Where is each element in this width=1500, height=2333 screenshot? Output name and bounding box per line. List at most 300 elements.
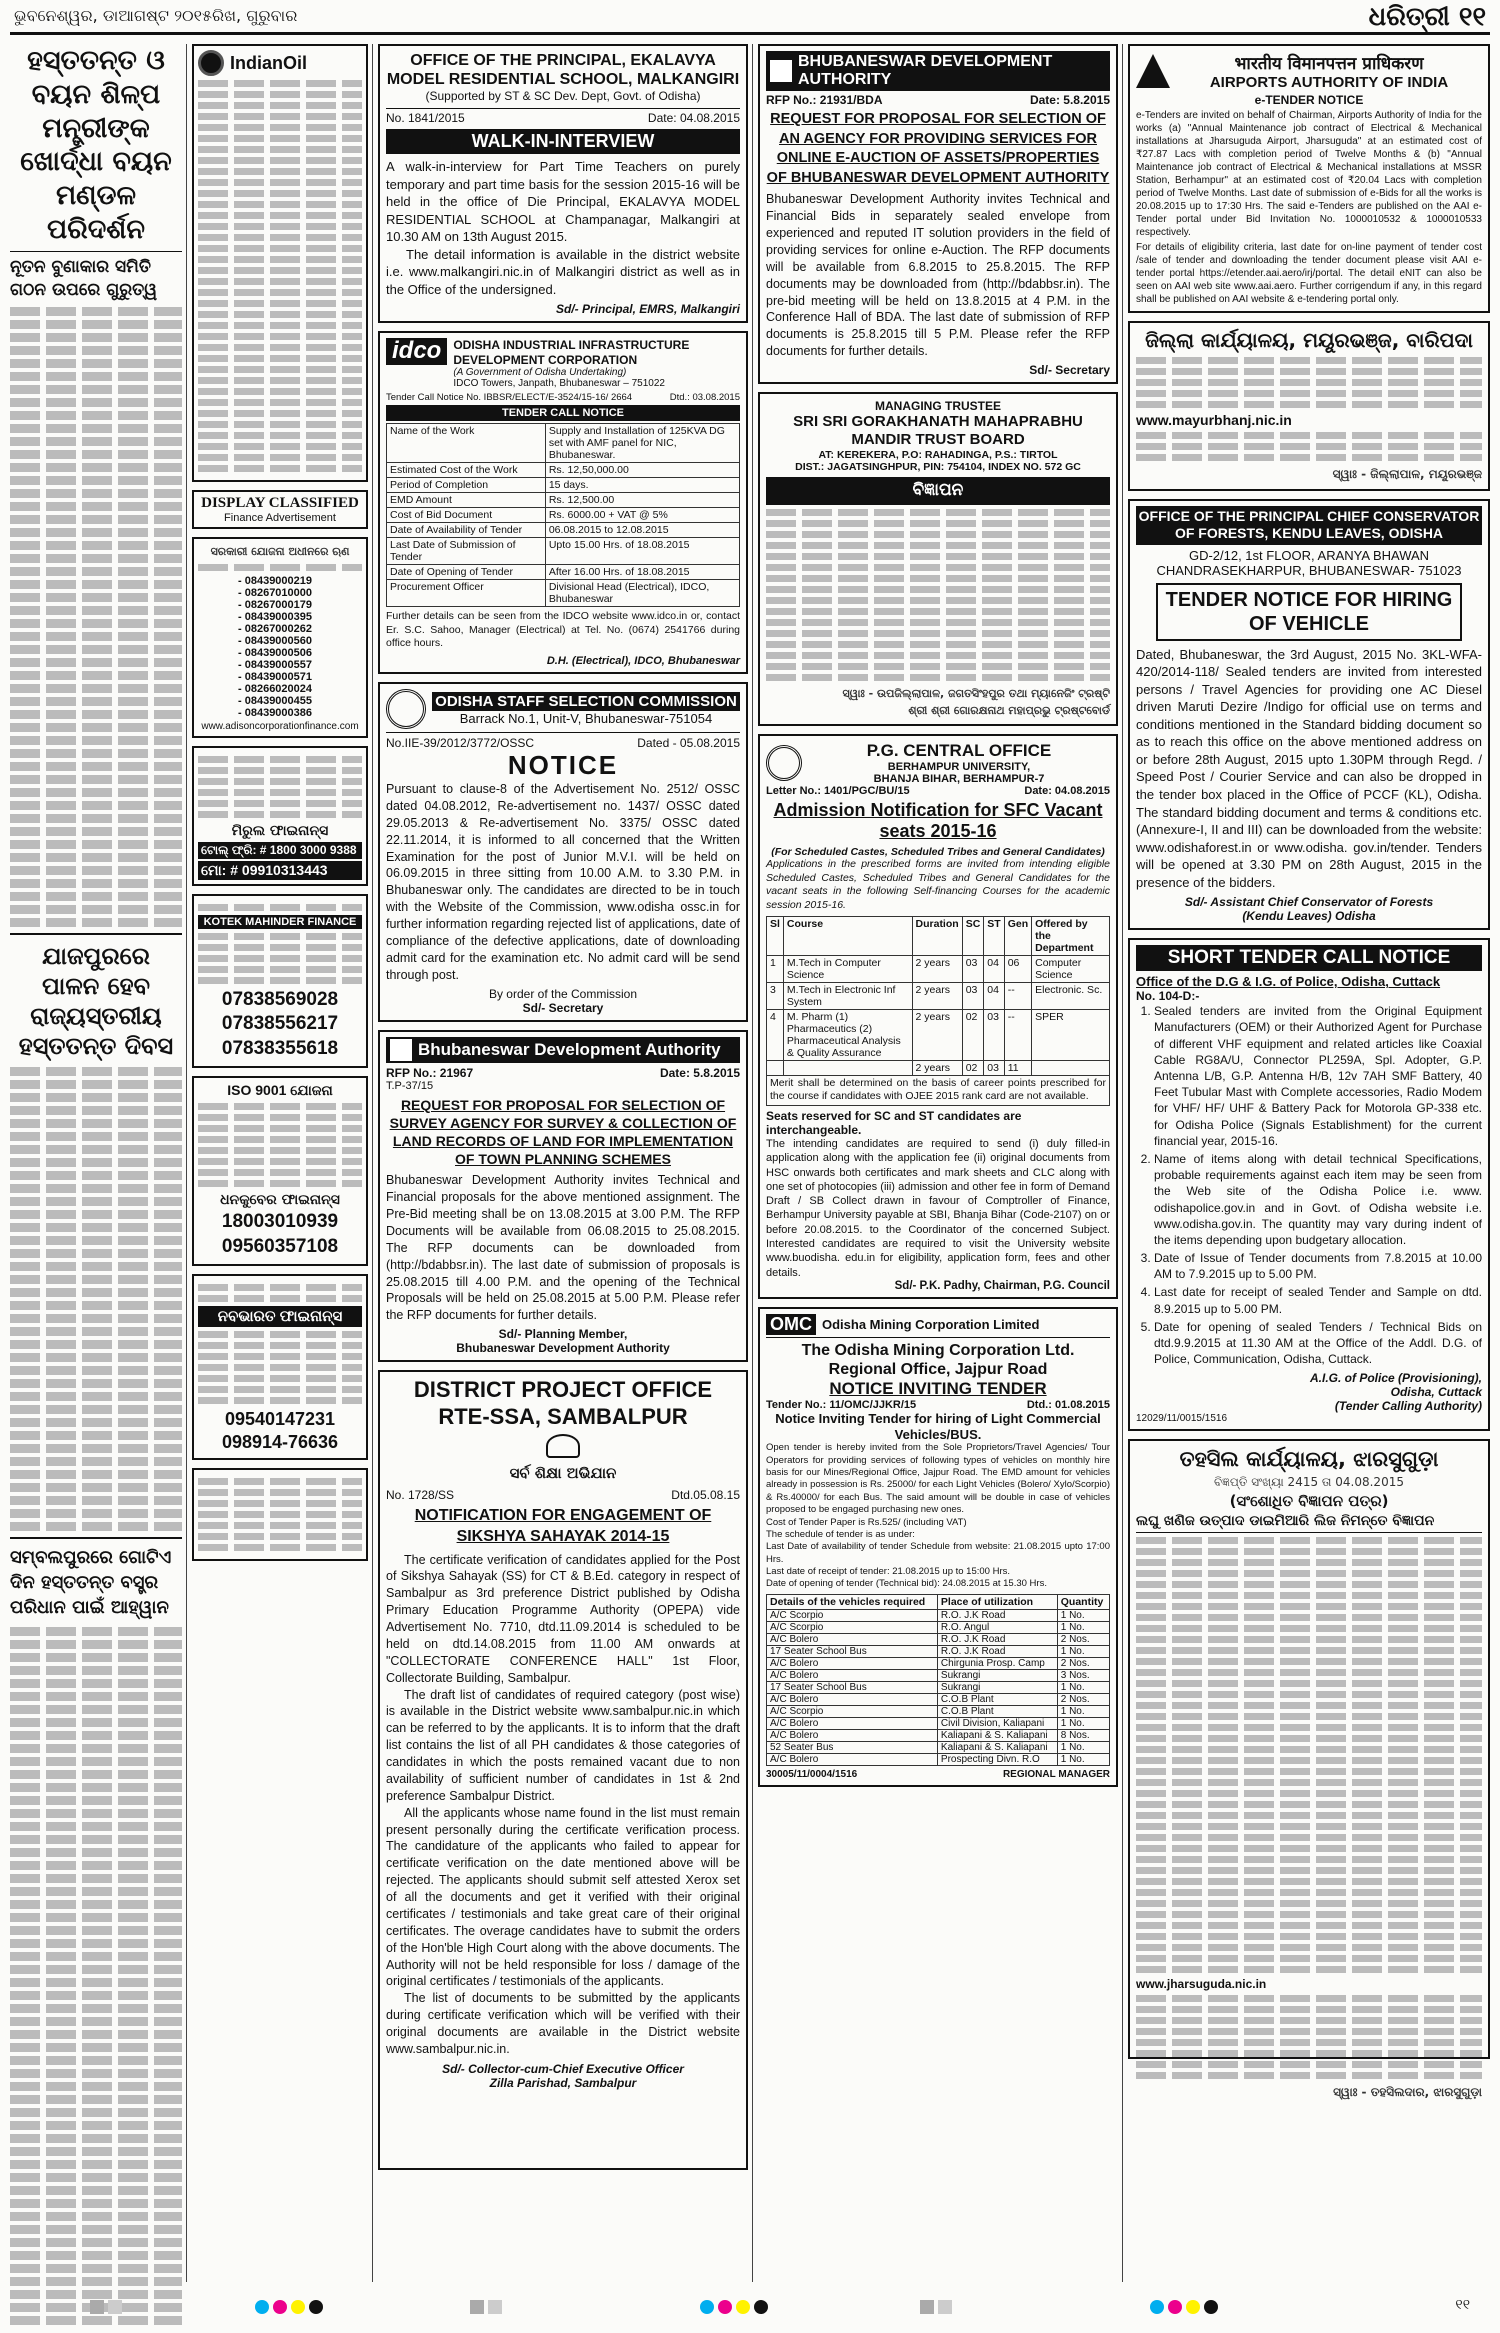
idco-address: IDCO Towers, Janpath, Bhubaneswar – 751022 bbox=[453, 378, 665, 390]
pg-table-header: Offered by the Department bbox=[1032, 916, 1110, 955]
omc-table-cell: 1 No. bbox=[1057, 1681, 1109, 1693]
mirul-mobile: ମୋ: # 09910313443 bbox=[198, 861, 362, 880]
pg-subtitle-2: BHANJA BIHAR, BERHAMPUR-7 bbox=[873, 772, 1045, 785]
police-items bbox=[1136, 1003, 1482, 1367]
police-item: 2. Name of items along with detail technical Specifications, probable requirements against each item may be seen from the Web site of the Odisha Police i.e. www. odishapolice.gov.in and in Govt. of Odisha website i.e. www.odisha.gov.in. The quantity may vary during indent of the items depending upon budgetary allocation. bbox=[1154, 1151, 1482, 1248]
idco-table-row bbox=[387, 478, 740, 493]
mayurbhanj-website[interactable]: www.mayurbhanj.nic.in bbox=[1136, 412, 1292, 428]
pg-table-cell: 11 bbox=[1004, 1060, 1031, 1075]
pg-table-header: Gen bbox=[1004, 916, 1031, 955]
mayurbhanj-title: ଜିଲ୍ଲା କାର୍ଯ୍ୟାଳୟ, ମୟୂରଭଞ୍ଜ, ବାରିପଦା bbox=[1145, 328, 1473, 352]
pg-table-cell bbox=[783, 1060, 912, 1075]
nabhabharat-title: ନବଭାରତ ଫାଇନାନ୍ସ bbox=[198, 1306, 362, 1327]
idco-table-row bbox=[387, 538, 740, 565]
omc-table-row bbox=[767, 1633, 1110, 1645]
temple-title: SRI SRI GORAKHANATH MAHAPRABHU MANDIR TRUST BOARD bbox=[793, 413, 1083, 448]
ossc-title: ODISHA STAFF SELECTION COMMISSION bbox=[432, 692, 740, 711]
forest-body: Dated, Bhubaneswar, the 3rd August, 2015 No. 3KL-WFA-420/2014-118/ Sealed tenders are invited from interested persons / Travel Agencies for providing one AC Diesel driven Maruti Dezire /Indigo for official use on terms and conditions mentioned in the Standard bidding document so as to reach this office on the above mentioned address on or before 28th August, 2015 upto 1.30PM through Regd. / Speed Post / Courier Service and can also be dropped in the tender box placed in the Office of PCCF (KL), Odisha. The standard bidding document and terms & conditions etc. (Annexure-I, II and III) can be downloaded from the website: www.odishaforest.in or www.odisha. gov.in/tender. Tenders will be opened at 3.30 PM on 28th August, 2015 in the presence of the bidders. bbox=[1136, 646, 1482, 890]
omc-table-cell: 1 No. bbox=[1057, 1753, 1109, 1765]
adison-phone: - 08439000571 bbox=[238, 671, 313, 684]
pg-heading: Admission Notification for SFC Vacant seats 2015-16 bbox=[773, 799, 1103, 842]
rtessa-para-1: The certificate verification of candidates applied for the Post of Sikshya Sahayak (SS) for CT & B.Ed. category in respect of Sambalpur as 3rd preference District published by Odisha Primary Education Programme Authority (OPEPA) vide Advertisement No. 7710, dtd.11.09.2014 is scheduled to be held on dtd.14.08.2015 from 11.00 AM onwards at "COLLECTORATE CONFERENCE HALL" 1st Floor, Collectorate Building, Sambalpur. bbox=[386, 1552, 740, 1685]
omc-table-cell: A/C Bolero bbox=[767, 1633, 938, 1645]
bda2-body: Bhubaneswar Development Authority invites Technical and Financial proposals for the above mentioned assignment. The Pre-Bid meeting shall be on 13.08.2015 at 3.00 P.M. The RFP Documents will be available from 06.08.2015 to 25.08.2015. The RFP documents can be downloaded from (http://bdabbsr.in). The last date of submission of proposals is 25.08.2015 till 4.00 P.M. and the opening of the Technical Proposals will be held on 25.08.2015 at 5.00 P.M. Please refer the RFP documents for further details. bbox=[386, 1173, 740, 1323]
ssa-emblem-icon bbox=[546, 1434, 580, 1458]
bda1-signature: Sd/- Secretary bbox=[1029, 363, 1110, 377]
omc-table-cell: 17 Seater School Bus bbox=[767, 1645, 938, 1657]
tahsil-signature: ସ୍ୱାଃ - ତହସିଲଦାର, ଝାରସୁଗୁଡ଼ା bbox=[1333, 2084, 1482, 2099]
omc-table-cell: A/C Bolero bbox=[767, 1717, 938, 1729]
temple-address-1: AT: KEREKERA, P.O: RAHADINGA, P.S.: TIRTOL bbox=[818, 449, 1058, 461]
police-ref: 12029/11/0015/1516 bbox=[1136, 1413, 1228, 1425]
column-rule bbox=[1122, 44, 1123, 2282]
bda-logo-icon bbox=[770, 60, 792, 82]
tahsil-website[interactable]: www.jharsuguda.nic.in bbox=[1136, 1976, 1267, 1991]
bda1-title: BHUBANESWAR DEVELOPMENT AUTHORITY bbox=[798, 53, 1053, 88]
police-signature-1: A.I.G. of Police (Provisioning), bbox=[1309, 1371, 1482, 1386]
police-title: SHORT TENDER CALL NOTICE bbox=[1136, 945, 1482, 971]
pg-table-cell: Electronic. Sc. bbox=[1032, 982, 1110, 1009]
police-short-tender-notice bbox=[1128, 938, 1490, 1431]
pg-table-cell bbox=[767, 1060, 784, 1075]
pg-table-cell: 03 bbox=[962, 982, 984, 1009]
kotak-title: KOTEK MAHINDER FINANCE bbox=[198, 915, 362, 929]
print-registration-strip bbox=[0, 2292, 1500, 2328]
pg-table-cell: 2 years bbox=[912, 1060, 962, 1075]
ossc-notice-heading: NOTICE bbox=[507, 750, 619, 781]
idco-table-row bbox=[387, 463, 740, 478]
pg-table-cell: 03 bbox=[962, 955, 984, 982]
omc-table-row bbox=[767, 1729, 1110, 1741]
omc-table-row bbox=[767, 1705, 1110, 1717]
adison-phone: - 08266020024 bbox=[238, 683, 313, 696]
aai-band: e-TENDER NOTICE bbox=[1254, 93, 1364, 107]
idco-table-cell: Procurement Officer bbox=[387, 580, 546, 607]
pg-table-row bbox=[767, 982, 1110, 1009]
omc-table-cell: R.O. J.K Road bbox=[937, 1633, 1057, 1645]
omc-ref: 30005/11/0004/1516 bbox=[766, 1768, 858, 1780]
idco-table-cell: Estimated Cost of the Work bbox=[387, 463, 546, 478]
indianoil-logo-icon bbox=[198, 50, 224, 76]
police-signature-2: Odisha, Cuttack bbox=[1390, 1385, 1482, 1400]
idco-table-cell: Rs. 12,50,000.00 bbox=[545, 463, 739, 478]
idco-table-cell: Divisional Head (Electrical), IDCO, Bhubaneswar bbox=[545, 580, 739, 607]
omc-table-cell: A/C Scorpio bbox=[767, 1609, 938, 1621]
pg-table-cell: -- bbox=[1004, 1009, 1031, 1060]
pg-table-cell bbox=[1032, 1060, 1110, 1075]
rtessa-para-4: The list of documents to be submitted by the applicants during certificate verification which will be verified with their original documents are available in the District website www.sambalpur.nic.in. bbox=[386, 1991, 740, 2056]
dhanakuber-title: ଧନକୁବେର ଫାଇନାନ୍ସ bbox=[220, 1191, 340, 1208]
pg-merit-note: Merit shall be determined on the basis of career points prescribed for the course if candidates with OJEE 2015 rank card are not available. bbox=[766, 1076, 1110, 1106]
tahsil-jharsuguda-notice bbox=[1128, 1439, 1490, 2099]
omc-table-cell: 1 No. bbox=[1057, 1621, 1109, 1633]
idco-details-table bbox=[386, 423, 740, 607]
police-number: No. 104-D:- bbox=[1136, 989, 1200, 1004]
nabhabharat-phone-1: 09540147231 bbox=[224, 1408, 336, 1429]
pg-signature: Sd/- P.K. Padhy, Chairman, P.G. Council bbox=[894, 1279, 1110, 1292]
omc-table-cell: Chirgunia Prosp. Camp bbox=[937, 1657, 1057, 1669]
omc-band: NOTICE INVITING TENDER bbox=[829, 1379, 1047, 1399]
idco-subtitle: (A Government of Odisha Undertaking) bbox=[453, 367, 627, 379]
idco-table-cell: Date of Availability of Tender bbox=[387, 523, 546, 538]
pg-subtitle-1: BERHAMPUR UNIVERSITY, bbox=[887, 760, 1031, 773]
omc-table-cell: Prospecting Divn. R.O bbox=[937, 1753, 1057, 1765]
omc-table-cell: 1 No. bbox=[1057, 1609, 1109, 1621]
omc-table-cell: A/C Scorpio bbox=[767, 1621, 938, 1633]
omc-signature: REGIONAL MANAGER bbox=[1002, 1768, 1110, 1780]
police-office: Office of the D.G & I.G. of Police, Odisha, Cuttack bbox=[1136, 974, 1441, 990]
idco-tcn: Tender Call Notice No. IBBSR/ELECT/E-3524/15-16/ 2664 bbox=[386, 392, 633, 404]
page-footer-folio: ୧୧ bbox=[1455, 2296, 1470, 2312]
omc-table-row bbox=[767, 1645, 1110, 1657]
mirul-tollfree: ଟୋଲ୍ ଫ୍ରି: # 1800 3000 9388 bbox=[198, 842, 362, 859]
forest-title: OFFICE OF THE PRINCIPAL CHIEF CONSERVATOR OF FORESTS, KENDU LEAVES, ODISHA bbox=[1136, 506, 1482, 545]
omc-table-row bbox=[767, 1657, 1110, 1669]
column-rule bbox=[372, 44, 373, 2282]
omc-table-row bbox=[767, 1609, 1110, 1621]
indianoil-wordmark: IndianOil bbox=[230, 52, 308, 73]
omc-table-cell: Kaliapani & S. Kaliapani bbox=[937, 1729, 1057, 1741]
omc-schedule-line: The schedule of tender is as under: bbox=[766, 1528, 915, 1540]
omc-table-cell: C.O.B Plant bbox=[937, 1705, 1057, 1717]
pg-table-cell: 03 bbox=[984, 1009, 1004, 1060]
pg-table-cell: M. Pharm (1) Pharmaceutics (2) Pharmaceutical Analysis & Quality Assurance bbox=[783, 1009, 912, 1060]
notices-column-c bbox=[1128, 44, 1490, 2282]
adison-finance-ad bbox=[192, 537, 368, 738]
aai-title: AIRPORTS AUTHORITY OF INDIA bbox=[1209, 74, 1449, 91]
omc-table-cell: 8 Nos. bbox=[1057, 1729, 1109, 1741]
bda1-rfp: RFP No.: 21931/BDA bbox=[766, 93, 883, 107]
aai-hindi-title: भारतीय विमानपत्तन प्राधिकरण bbox=[1234, 54, 1424, 74]
dhanakuber-phone-2: 09560357108 bbox=[221, 1235, 339, 1257]
color-dots-3 bbox=[1150, 2300, 1222, 2319]
omc-schedule-line: Cost of Tender Paper is Rs.525/ (including VAT) bbox=[766, 1516, 967, 1528]
aai-footer: For details of eligibility criteria, last date for on-line payment of tender cost /sale of tender and downloading the tender document please visit AAI e-tender portal https://etender.aai.aero/irj/portal. The detail eNIT can also be seen on AAI web site www.aai.aero. Further corrigendum if any, in this regard shall be published on AAI website & e-tendering portal only. bbox=[1136, 242, 1482, 305]
column-rule bbox=[186, 44, 187, 2282]
omc-table-cell: 1 No. bbox=[1057, 1717, 1109, 1729]
ekalavya-supported: (Supported by ST & SC Dev. Dept, Govt. of Odisha) bbox=[425, 89, 701, 104]
tahsil-body bbox=[1136, 1537, 1482, 1973]
temple-body bbox=[766, 509, 1110, 681]
bda2-signature-2: Bhubaneswar Development Authority bbox=[456, 1341, 670, 1356]
mirul-title: ମିରୁଲ ଫାଇନାନ୍ସ bbox=[231, 823, 329, 840]
column-rule bbox=[752, 44, 753, 2282]
classifieds-column bbox=[192, 44, 368, 2282]
idco-table-row bbox=[387, 493, 740, 508]
small-classified-ad bbox=[192, 1468, 368, 1561]
idco-tender-notice bbox=[378, 331, 748, 674]
idco-table-cell: Supply and Installation of 125KVA DG set with AMF panel for NIC, Bhubaneswar. bbox=[545, 424, 739, 463]
ossc-address: Barrack No.1, Unit-V, Bhubaneswar-751054 bbox=[459, 711, 713, 727]
page-masthead-folio: ଧରିତ୍ରୀ ୧୧ bbox=[1368, 2, 1486, 32]
pg-table-cell: 02 bbox=[962, 1060, 984, 1075]
idco-table-row bbox=[387, 580, 740, 607]
omc-schedule-line: Last date of receipt of tender: 21.08.2015 up to 15:00 Hrs. bbox=[766, 1565, 1010, 1577]
temple-band: ବିଜ୍ଞାପନ bbox=[766, 477, 1110, 505]
ossc-order: By order of the Commission bbox=[488, 986, 638, 1001]
omc-table-row bbox=[767, 1669, 1110, 1681]
pg-table-header: Duration bbox=[912, 916, 962, 955]
rtessa-date: Dtd.05.08.15 bbox=[671, 1487, 740, 1502]
adison-website[interactable]: www.adisoncorporationfinance.com bbox=[201, 721, 359, 733]
kotak-finance-ad bbox=[192, 894, 368, 1068]
pg-letter: Letter No.: 1401/PGC/BU/15 bbox=[766, 784, 910, 797]
story-body-2 bbox=[10, 1067, 182, 1531]
rtessa-para-3: All the applicants whose name found in the list must remain present personally during the certificate verification process. The candidature of the applicants who failed to appear for certificate verification on the date mentioned above will be rejected. The applicants should submit self attested Xerox set of all the documents and get it verified with their original certificates / testimonials and take great care of their original certificates. The overage candidates have to submit the orders of the Hon'ble High Court along with the above documents. The Authority will not be held responsible for loss / damage of the original certificates / testimonials of the applicants. bbox=[386, 1805, 740, 1989]
mayurbhanj-signature: ସ୍ୱାଃ - ଜିଲ୍ଲାପାଳ, ମୟୂରଭଞ୍ଜ bbox=[1332, 467, 1482, 481]
omc-table-cell: Kaliapani & S. Kaliapani bbox=[937, 1741, 1057, 1753]
rtessa-heading: NOTIFICATION FOR ENGAGEMENT OF SIKSHYA SAHAYAK 2014-15 bbox=[414, 1506, 712, 1545]
story-body-1 bbox=[10, 307, 182, 927]
police-item: 1. Sealed tenders are invited from the Original Equipment Manufacturers (OEM) or their Authorized Agent for Purchase of different VHF equipment and related articles like Coaxial Cable RG8A/U, Connector PL259A, Spl. Adopter, G.P. Antenna L/B, G.P. Antenna H/B, 12v 7AH SMF Battery, 40 Feet Tubular Mast with Complete accessories, Radio Modem for VHF/ HF/ UHF & Battery Pack for Motorola GP-338 etc. for Odisha Police (Signals Establishment) for the current financial year, 2015-16. bbox=[1154, 1003, 1482, 1149]
aai-logo-icon bbox=[1136, 54, 1170, 88]
omc-table-cell: A/C Bolero bbox=[767, 1693, 938, 1705]
mirul-finance-ad bbox=[192, 746, 368, 886]
rtessa-number: No. 1728/SS bbox=[386, 1487, 455, 1502]
headline-handloom-minister: ହସ୍ତତନ୍ତ ଓ ବୟନ ଶିଳ୍ପ ମନ୍ତ୍ରୀଙ୍କ ଖୋର୍ଦ୍ଧା ବୟନ ମଣ୍ଡଳ ପରିଦର୍ଶନ bbox=[20, 45, 172, 245]
omc-tender-notice bbox=[758, 1307, 1118, 1787]
adison-phone: - 08439000560 bbox=[238, 635, 313, 648]
police-item: 5. Date for opening of sealed Tenders / Technical Bids on dtd.9.9.2015 at 11.30 AM at the Office of the Addl. D.G. of Police, Communication, Odisha, Cuttack. bbox=[1154, 1319, 1482, 1368]
bda1-body: Bhubaneswar Development Authority invites Technical and Financial Bids in separately sealed envelope from experienced and reputed IT solution providers in the field of providing services for online e-Auction. The RFP documents will be available from 6.8.2015 to 25.8.2015. The RFP documents may be downloaded from (http://bdabbsr.in). The pre-bid meeting will be held on 13.8.2015 at 4 P.M. in the Conference Hall of BDA. The last date of submission of RFP documents is 25.8.2015 till 5 P.M. Please refer the RFP documents for further details. bbox=[766, 192, 1110, 359]
omc-table-cell: R.O. Angul bbox=[937, 1621, 1057, 1633]
ekalavya-band: WALK-IN-INTERVIEW bbox=[386, 129, 740, 154]
omc-heading: Notice Inviting Tender for hiring of Light Commercial Vehicles/BUS. bbox=[775, 1411, 1101, 1442]
headline-sambalpur-handloom-dress: ସମ୍ବଲପୁରରେ ଗୋଟିଏ ଦିନ ହସ୍ତତନ୍ତ ବସ୍ତ୍ର ପରିଧାନ ପାଇଁ ଆହ୍ୱାନ bbox=[10, 1547, 172, 1619]
adison-phone: - 08439000386 bbox=[238, 707, 313, 720]
adison-phone: - 08439000219 bbox=[238, 575, 313, 588]
iso-finance-ad bbox=[192, 1076, 368, 1266]
idco-table-cell: Name of the Work bbox=[387, 424, 546, 463]
omc-table-header: Place of utilization bbox=[937, 1594, 1057, 1609]
header-rule bbox=[10, 32, 1490, 35]
bda-eauction-rfp-notice bbox=[758, 44, 1118, 384]
omc-table-cell: 52 Seater Bus bbox=[767, 1741, 938, 1753]
gorakhanath-trust-notice bbox=[758, 392, 1118, 726]
ekalavya-date: Date: 04.08.2015 bbox=[647, 110, 740, 125]
nabhabharat-phones bbox=[198, 1408, 362, 1455]
adison-phone-list bbox=[198, 575, 362, 719]
tahsil-subtitle: (ସଂଶୋଧିତ ବିଜ୍ଞାପନ ପତ୍ର) bbox=[1229, 1492, 1389, 1511]
omc-logo: OMC bbox=[766, 1314, 816, 1335]
nabhabharat-phone-2: 098914-76636 bbox=[221, 1432, 339, 1453]
news-column bbox=[10, 44, 182, 2282]
ekalavya-signature: Sd/- Principal, EMRS, Malkangiri bbox=[555, 302, 740, 317]
dhanakuber-phones bbox=[198, 1210, 362, 1259]
pg-table-row bbox=[767, 955, 1110, 982]
rte-ssa-notice bbox=[378, 1370, 748, 2170]
ossc-notice bbox=[378, 682, 748, 1022]
pg-table-cell: 2 years bbox=[912, 1009, 962, 1060]
adison-phone: - 08267000262 bbox=[238, 623, 313, 636]
ekalavya-walk-in-notice bbox=[378, 44, 748, 323]
mayurbhanj-body bbox=[1136, 357, 1482, 408]
omc-table-row bbox=[767, 1741, 1110, 1753]
pg-date: Date: 04.08.2015 bbox=[1024, 784, 1110, 797]
ssa-logo-text: ସର୍ବ ଶିକ୍ଷା ଅଭିଯାନ bbox=[509, 1463, 617, 1482]
finance-advertisement-label: Finance Advertisement bbox=[224, 512, 336, 524]
police-item: 4. Last date for receipt of sealed Tender and Sample on dtd. 8.9.2015 up to 5.00 PM. bbox=[1154, 1284, 1482, 1316]
subheadline-weavers: ନୂତନ ବୁଣାକାର ସମିତି ଗଠନ ଉପରେ ଗୁରୁତ୍ୱ bbox=[10, 256, 158, 301]
registration-marks-right bbox=[920, 2300, 956, 2319]
pg-for: (For Scheduled Castes, Scheduled Tribes and General Candidates) bbox=[771, 846, 1105, 859]
omc-table-row bbox=[767, 1621, 1110, 1633]
pg-body: The intending candidates are required to send (i) duly filled-in application along with the application fee (ii) original documents from HSC onwards both certificates and mark sheets and CLC along with one set of photocopies (iii) admission and other fee in form of Demand Draft / SB Collect drawn in favour of Comptroller of Finance, Berhampur University payable at SBI, Bhanja Bihar (Code-2107) on or before 20.08.2015. to the Coordinator of the concerned Subject. Interested candidates are required to visit the University website www.buodisha. edu.in for eligibility, application form, fees and other details. bbox=[766, 1137, 1110, 1279]
pg-table-cell: 03 bbox=[984, 1060, 1004, 1075]
idco-table-cell: Last Date of Submission of Tender bbox=[387, 538, 546, 565]
university-seal-icon bbox=[766, 745, 802, 781]
idco-table-cell: Upto 15.00 Hrs. of 18.08.2015 bbox=[545, 538, 739, 565]
omc-table-cell: Civil Division, Kaliapani bbox=[937, 1717, 1057, 1729]
forest-vehicle-tender bbox=[1128, 499, 1490, 931]
forest-address-1: GD-2/12, 1st FLOOR, ARANYA BHAWAN bbox=[1188, 547, 1430, 563]
idco-footer: Further details can be seen from the IDCO website www.idco.in or, contact Er. S.C. Sahoo, Manager (Electrical) at Tel. No. (0674) 2541766 during office hours. bbox=[386, 610, 740, 650]
forest-signature-1: Sd/- Assistant Chief Conservator of Forests bbox=[1184, 895, 1434, 910]
omc-body: Open tender is hereby invited from the Sole Proprietors/Travel Agencies/ Tour Operators for providing services of following types of vehicles on monthly hire basis for our Mines/Regional Office, Jajpur Road. The EMD amount for vehicles already in possession is Rs. 25000/ for each Light Vehicles (Bolero/ Xylo/Scorpio) & Rs.40000/ for each Bus. The said amount will be double in case of vehicles proposed to be engaged purchasing new ones. bbox=[766, 1442, 1110, 1516]
pg-table-header: Course bbox=[783, 916, 912, 955]
color-dots-1 bbox=[255, 2300, 327, 2319]
dhanakuber-phone-1: 18003010939 bbox=[221, 1211, 339, 1233]
omc-title: The Odisha Mining Corporation Ltd. Regional Office, Jajpur Road bbox=[801, 1341, 1075, 1379]
omc-table-cell: A/C Scorpio bbox=[767, 1705, 938, 1717]
pg-table-row bbox=[767, 1060, 1110, 1075]
notices-column-a bbox=[378, 44, 748, 2282]
rtessa-signature-1: Sd/- Collector-cum-Chief Executive Officer bbox=[442, 2061, 684, 2076]
story-body-3 bbox=[10, 1627, 182, 2325]
temple-pre: MANAGING TRUSTEE bbox=[875, 399, 1001, 413]
bda-logo-icon bbox=[390, 1039, 412, 1061]
headline-jajpur-handloom-day: ଯାଜପୁରରେ ପାଳନ ହେବ ରାଜ୍ୟସ୍ତରୀୟ ହସ୍ତତନ୍ତ ଦିବସ bbox=[18, 942, 174, 1061]
omc-table-cell: C.O.B Plant bbox=[937, 1693, 1057, 1705]
ossc-signature: Sd/- Secretary bbox=[522, 1000, 604, 1015]
ossc-date: Dated - 05.08.2015 bbox=[637, 736, 740, 751]
idco-table-cell: Cost of Bid Document bbox=[387, 508, 546, 523]
ekalavya-title: OFFICE OF THE PRINCIPAL, EKALAVYA MODEL RESIDENTIAL SCHOOL, MALKANGIRI bbox=[386, 52, 740, 89]
pg-admission-notice bbox=[758, 734, 1118, 1299]
rtessa-para-2: The draft list of candidates of required category (post wise) is available in the District website www.sambalpur.nic.in which can be referred to by the applicants. It is to inform that the draft list contains the list of all PH candidates & those categories of candidates in which the posts remained vacant due to non availability of sufficient number of candidates in 1st & 2nd preference Sambalpur District. bbox=[386, 1687, 740, 1803]
pg-title: P.G. CENTRAL OFFICE bbox=[866, 740, 1052, 760]
omc-table-cell: A/C Bolero bbox=[767, 1669, 938, 1681]
omc-table-cell: A/C Bolero bbox=[767, 1729, 938, 1741]
omc-vehicle-table bbox=[766, 1594, 1110, 1766]
pg-table-header: Sl bbox=[767, 916, 784, 955]
kotak-phones bbox=[198, 988, 362, 1062]
bda1-date: Date: 5.8.2015 bbox=[1029, 93, 1110, 107]
pg-table-cell: M.Tech in Computer Science bbox=[783, 955, 912, 982]
pg-intro: Applications in the prescribed forms are invited from intending eligible Scheduled Castes, Scheduled Tribes and General Candidates for the vacant seats in the following Self-financing Courses for the academic session 2015-16. bbox=[766, 858, 1110, 911]
ekalavya-number: No. 1841/2015 bbox=[386, 110, 465, 125]
adison-phone: - 08439000506 bbox=[238, 647, 313, 660]
nabhabharat-finance-ad bbox=[192, 1274, 368, 1461]
omc-table-header: Details of the vehicles required bbox=[767, 1594, 938, 1609]
temple-signature-1: ସ୍ୱାଃ - ଉପଜିଲ୍ଲାପାଳ, ଜଗତସିଂହପୁର ତଥା ମ୍ୟାନେଜିଂ ଟ୍ରଷ୍ଟି bbox=[842, 686, 1110, 700]
idco-table-cell: Period of Completion bbox=[387, 478, 546, 493]
rtessa-title: DISTRICT PROJECT OFFICE RTE-SSA, SAMBALPUR bbox=[413, 1377, 713, 1429]
tahsil-heading: ଲଘୁ ଖଣିଜ ଉତ୍ପାଦ ଡାଇମିଆରି ଲିଜ ନିମନ୍ତେ ବିଜ୍ଞାପନ bbox=[1136, 1512, 1482, 1533]
tahsil-number: ବିଜ୍ଞପ୍ତି ସଂଖ୍ୟା 2415 ତା 04.08.2015 bbox=[1214, 1474, 1404, 1489]
adison-phone: - 08439000455 bbox=[238, 695, 313, 708]
idco-table-row bbox=[387, 424, 740, 463]
omc-tender-no: Tender No.: 11/OMC/JJKR/15 bbox=[766, 1399, 917, 1412]
omc-table-row bbox=[767, 1681, 1110, 1693]
omc-company: Odisha Mining Corporation Limited bbox=[822, 1316, 1040, 1332]
registration-marks-mid bbox=[470, 2300, 506, 2319]
omc-table-row bbox=[767, 1693, 1110, 1705]
idco-name: ODISHA INDUSTRIAL INFRASTRUCTURE DEVELOPMENT CORPORATION bbox=[453, 338, 690, 367]
bda1-heading: REQUEST FOR PROPOSAL FOR SELECTION OF AN AGENCY FOR PROVIDING SERVICES FOR ONLINE E-AUCTION OF ASSETS/PROPERTIES OF BHUBANESWAR DEVELOPMENT AUTHORITY bbox=[766, 111, 1110, 186]
idco-logo: idco bbox=[386, 338, 447, 364]
omc-table-cell: A/C Bolero bbox=[767, 1753, 938, 1765]
omc-table-cell: R.O. J.K Road bbox=[937, 1645, 1057, 1657]
ekalavya-body-2: The detail information is available in the district website i.e. www.malkangiri.nic.in of Malkangiri district as well as in the Office of the undersigned. bbox=[386, 246, 740, 297]
idco-table-cell: EMD Amount bbox=[387, 493, 546, 508]
bda2-heading: REQUEST FOR PROPOSAL FOR SELECTION OF SURVEY AGENCY FOR SURVEY & COLLECTION OF LAND RECORDS OF LAND FOR IMPLEMENTATION OF TOWN PLANNING SCHEMES bbox=[389, 1096, 737, 1168]
adison-title: ସରକାରୀ ଯୋଜନା ଅଧୀନରେ ଋଣ bbox=[210, 545, 350, 558]
omc-date: Dtd.: 01.08.2015 bbox=[1026, 1399, 1110, 1412]
pg-table-cell: -- bbox=[1004, 982, 1031, 1009]
bda2-tp: T.P-37/15 bbox=[386, 1079, 434, 1092]
omc-schedule-line: Date of opening of tender (Technical bid): 24.08.2015 at 15.30 Hrs. bbox=[766, 1578, 1047, 1590]
ossc-number: No.IIE-39/2012/3772/OSSC bbox=[386, 736, 535, 751]
bda2-signature-1: Sd/- Planning Member, bbox=[498, 1327, 628, 1342]
notices-column-b bbox=[758, 44, 1118, 2282]
idco-date: Dtd.: 03.08.2015 bbox=[669, 392, 740, 404]
color-dots-2 bbox=[700, 2300, 772, 2319]
adison-phone: - 08439000557 bbox=[238, 659, 313, 672]
pg-table-cell: SPER bbox=[1032, 1009, 1110, 1060]
ssa-logo bbox=[386, 1434, 740, 1484]
pg-table-cell: 04 bbox=[984, 955, 1004, 982]
omc-table-cell: Sukrangi bbox=[937, 1669, 1057, 1681]
pg-table-cell: 4 bbox=[767, 1009, 784, 1060]
idco-table-cell: Rs. 12,500.00 bbox=[545, 493, 739, 508]
idco-table-cell: 06.08.2015 to 12.08.2015 bbox=[545, 523, 739, 538]
adison-phone: - 08267010000 bbox=[238, 587, 313, 600]
police-item: 3. Date of Issue of Tender documents from 7.8.2015 at 10.00 AM to 7.9.2015 up to 5.00 PM. bbox=[1154, 1250, 1482, 1282]
tahsil-title: ତହସିଲ କାର୍ଯ୍ୟାଳୟ, ଝାରସୁଗୁଡ଼ା bbox=[1179, 1447, 1439, 1472]
idco-table-row bbox=[387, 508, 740, 523]
omc-table-cell: 1 No. bbox=[1057, 1741, 1109, 1753]
pg-table-cell: 1 bbox=[767, 955, 784, 982]
forest-heading: TENDER NOTICE FOR HIRING OF VEHICLE bbox=[1156, 583, 1462, 641]
idco-table-row bbox=[387, 523, 740, 538]
ossc-emblem-icon bbox=[386, 689, 426, 729]
aai-body: e-Tenders are invited on behalf of Chairman, Airports Authority of India for the works (a) "Annual Maintenance job contract of Electrical & Mechanical installations at Jharsuguda Airport, Jharsuguda" at an estimated cost of ₹27.87 Lacs with completion period of Twelve Months & (b) "Annual Maintenance job contract of Electrical & Mechanical installations at MSSR Station, Berhampur" at an estimated cost of ₹20.04 Lacs with completion period of Twelve Months. Last date of submission of e-Bids for all the works is 20.08.2015 up to 17:30 Hrs. The said e-Tenders are published on the AAI e-Tender portal under Bid Invitation No. 1000010532 & 1000010533 respectively. bbox=[1136, 110, 1482, 238]
aai-etender-notice bbox=[1128, 44, 1490, 313]
bda2-title: Bhubaneswar Development Authority bbox=[418, 1039, 721, 1059]
iso-title: ISO 9001 ଯୋଜନା bbox=[227, 1081, 333, 1098]
forest-signature-2: (Kendu Leaves) Odisha bbox=[1242, 909, 1376, 924]
pg-course-table bbox=[766, 916, 1110, 1076]
rtessa-signature-2: Zilla Parishad, Sambalpur bbox=[489, 2075, 637, 2090]
adison-phone: - 08439000395 bbox=[238, 611, 313, 624]
pg-table-cell: M.Tech in Electronic Inf System bbox=[783, 982, 912, 1009]
bda2-rfp: RFP No.: 21967 bbox=[386, 1065, 474, 1080]
temple-address-2: DIST.: JAGATSINGHPUR, PIN: 754104, INDEX NO. 572 GC bbox=[795, 461, 1081, 473]
police-signature-3: (Tender Calling Authority) bbox=[1334, 1399, 1482, 1414]
pg-table-cell: 04 bbox=[984, 982, 1004, 1009]
omc-table-row bbox=[767, 1717, 1110, 1729]
pg-table-row bbox=[767, 1009, 1110, 1060]
idco-band: TENDER CALL NOTICE bbox=[386, 405, 740, 421]
display-classified-banner bbox=[192, 490, 368, 529]
idco-table-cell: Rs. 6000.00 + VAT @ 5% bbox=[545, 508, 739, 523]
omc-table-cell: 2 Nos. bbox=[1057, 1657, 1109, 1669]
omc-schedule bbox=[766, 1517, 1110, 1591]
idco-table-cell: After 16.00 Hrs. of 18.08.2015 bbox=[545, 565, 739, 580]
registration-marks-left bbox=[90, 2300, 126, 2319]
page-dateline: ଭୁବନେଶ୍ୱର, ଡାଆଗଷ୍ଟ ୨୦୧୫ରିଖ, ଗୁରୁବାର bbox=[14, 6, 298, 25]
